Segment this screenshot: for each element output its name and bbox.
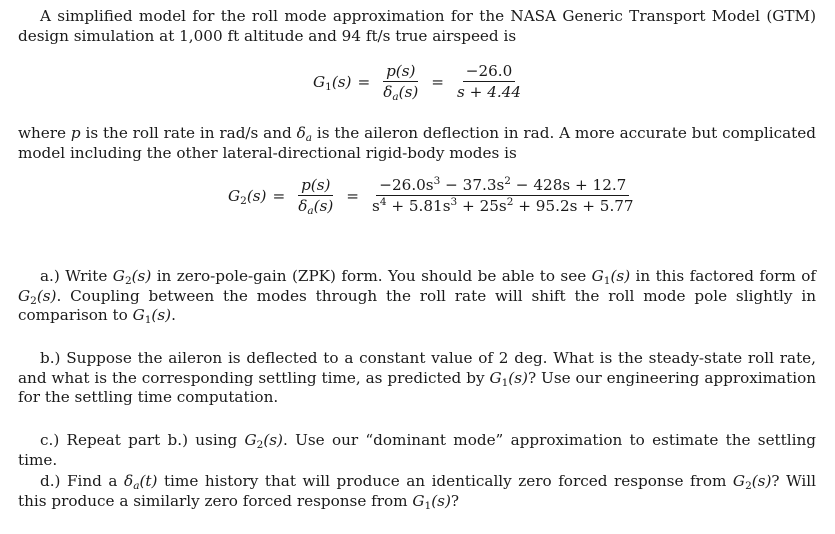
eq1-frac1-denominator: $\delta_a(s)$ bbox=[383, 83, 419, 103]
equation-g1 bbox=[313, 62, 528, 101]
equation-g2 bbox=[228, 176, 641, 215]
eq1-equals-1: = bbox=[357, 72, 371, 91]
middle-paragraph: where p is the roll rate in rad/s and $\delta_a$ is the aileron deflection in rad. A more accurate but complicated model including the other lateral-directional rigid-body modes is bbox=[18, 124, 816, 162]
eq2-equals-2: = bbox=[346, 186, 360, 205]
eq1-equals-2: = bbox=[431, 72, 445, 91]
intro-line-2: design simulation at 1,000 ft altitude and 94 ft/s true airspeed is bbox=[18, 26, 517, 45]
eq1-lhs: $G_1(s)$ bbox=[313, 72, 352, 93]
question-part-a: a.) Write $G_2(s)$ in zero-pole-gain (ZPK) form. You should be able to see $G_1(s)$ in this factored form of $G_2(s)$. Coupling between the modes through the roll rate will shift the roll mode pole slightly in comparison to $G_1(s)$. bbox=[18, 267, 817, 326]
eq1-frac1-numerator: p(s) bbox=[383, 62, 418, 82]
eq2-fraction-2 bbox=[369, 176, 637, 215]
eq2-frac1-numerator: p(s) bbox=[298, 176, 333, 196]
eq2-frac2-denominator: $s^4 + 5.81s^3 + 25s^2 + 95.2s + 5.77$ bbox=[372, 196, 634, 215]
intro-line-1: A simplified model for the roll mode approximation for the NASA Generic Transport Model (GTM) bbox=[40, 7, 816, 25]
eq2-equals-1: = bbox=[272, 186, 286, 205]
eq1-fraction-2 bbox=[454, 62, 524, 101]
question-part-d: d.) Find a $\delta_a(t)$ time history that will produce an identically zero forced response from $G_2(s)$? Will this produce a similarly zero forced response from $G_1(s)$? bbox=[18, 472, 816, 512]
eq2-frac1-denominator: $\delta_a(s)$ bbox=[298, 197, 334, 217]
question-part-b: b.) Suppose the aileron is deflected to a constant value of 2 deg. What is the steady-state roll rate, and what is the corresponding settling time, as predicted by $G_1(s)$? Use our engineering approximation for the settling time computation. bbox=[18, 349, 816, 406]
eq2-fraction-1 bbox=[295, 176, 336, 215]
eq1-fraction-1 bbox=[380, 62, 421, 101]
intro-paragraph bbox=[18, 7, 816, 46]
question-part-c: c.) Repeat part b.) using $G_2(s)$. Use our “dominant mode” approximation to estimate the settling time. bbox=[18, 431, 816, 469]
eq1-frac2-denominator: s + 4.44 bbox=[457, 83, 522, 101]
eq1-frac2-numerator: −26.0 bbox=[463, 62, 516, 82]
eq2-lhs: $G_2(s)$ bbox=[228, 186, 267, 207]
eq2-frac2-numerator: $-26.0s^3 - 37.3s^2 - 428s + 12.7$ bbox=[376, 176, 629, 196]
